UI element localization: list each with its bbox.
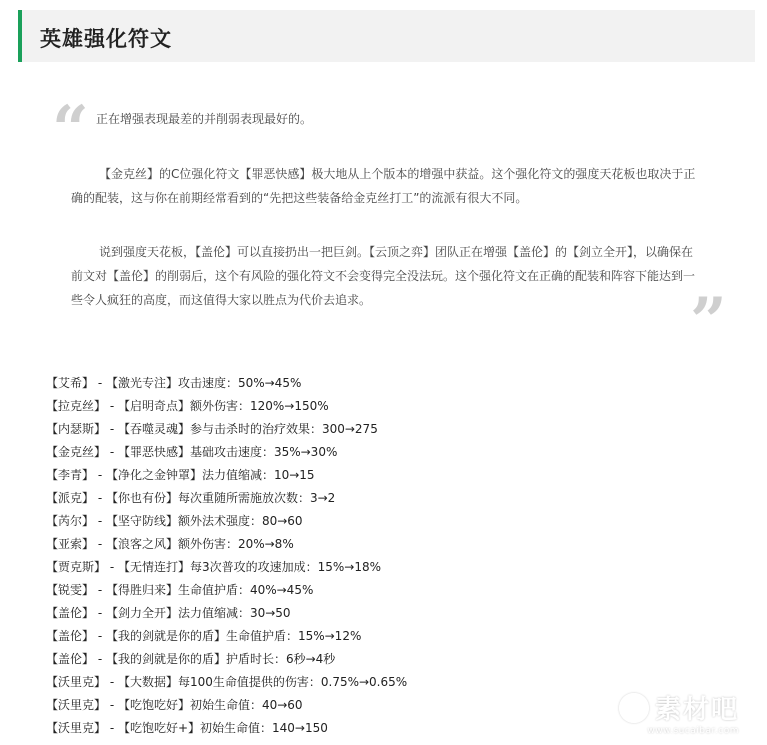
watermark-text: 素材吧: [654, 695, 739, 725]
change-item: 【拉克丝】 - 【启明奇点】额外伤害：120%→150%: [46, 399, 329, 413]
section-title: 英雄强化符文: [40, 27, 172, 51]
watermark-logo-icon: [619, 693, 649, 723]
change-item: 【艾希】 - 【激光专注】攻击速度：50%→45%: [46, 376, 302, 390]
change-item: 【沃里克】 - 【大数据】每100生命值提供的伤害：0.75%→0.65%: [46, 675, 408, 689]
change-item: 【盖伦】 - 【剑力全开】法力值缩减：30→50: [46, 606, 291, 620]
change-item: 【内瑟斯】 - 【吞噬灵魂】参与击杀时的治疗效果：300→275: [46, 422, 378, 436]
change-item: 【贾克斯】 - 【无情连打】每3次普攻的攻速加成：15%→18%: [46, 560, 381, 574]
open-quote-icon: “: [52, 92, 89, 167]
change-list: [46, 372, 407, 740]
change-item: 【亚索】 - 【浪客之风】额外伤害：20%→8%: [46, 537, 294, 551]
watermark-url: www.sucaibar.com: [647, 726, 739, 736]
change-item: 【沃里克】 - 【吃饱吃好+】初始生命值：140→150: [46, 721, 328, 735]
close-quote-icon: ”: [690, 284, 727, 359]
quote-paragraph-3: 说到强度天花板，【盖伦】可以直接扔出一把巨剑。【云顶之弈】团队正在增强【盖伦】的【剑立全开】，以确保在前文对【盖伦】的削弱后，这个有风险的强化符文不会变得完全没法玩。这个强化符文在正确的配装和阵容下能达到一些令人疯狂的高度，而这值得大家以胜点为代价去追求。: [71, 245, 696, 307]
change-item: 【派克】 - 【你也有份】每次重随所需施放次数：3→2: [46, 491, 336, 505]
change-item: 【沃里克】 - 【吃饱吃好】初始生命值：40→60: [46, 698, 303, 712]
quote-paragraph-2: 【金克丝】的C位强化符文【罪恶快感】极大地从上个版本的增强中获益。这个强化符文的强度天花板也取决于正确的配装，这与你在前期经常看到的“先把这些装备给金克丝打工”的流派有很大不同。: [71, 167, 696, 205]
change-item: 【锐雯】 - 【得胜归来】生命值护盾：40%→45%: [46, 583, 314, 597]
change-item: 【盖伦】 - 【我的剑就是你的盾】护盾时长：6秒→4秒: [46, 652, 336, 666]
change-item: 【盖伦】 - 【我的剑就是你的盾】生命值护盾：15%→12%: [46, 629, 362, 643]
quote-paragraph-1: 正在增强表现最差的并削弱表现最好的。: [96, 112, 313, 126]
section-header: [18, 10, 755, 62]
change-item: 【芮尔】 - 【坚守防线】额外法术强度：80→60: [46, 514, 303, 528]
watermark: [589, 689, 739, 736]
change-item: 【李青】 - 【净化之金钟罩】法力值缩减：10→15: [46, 468, 315, 482]
change-item: 【金克丝】 - 【罪恶快感】基础攻击速度：35%→30%: [46, 445, 338, 459]
